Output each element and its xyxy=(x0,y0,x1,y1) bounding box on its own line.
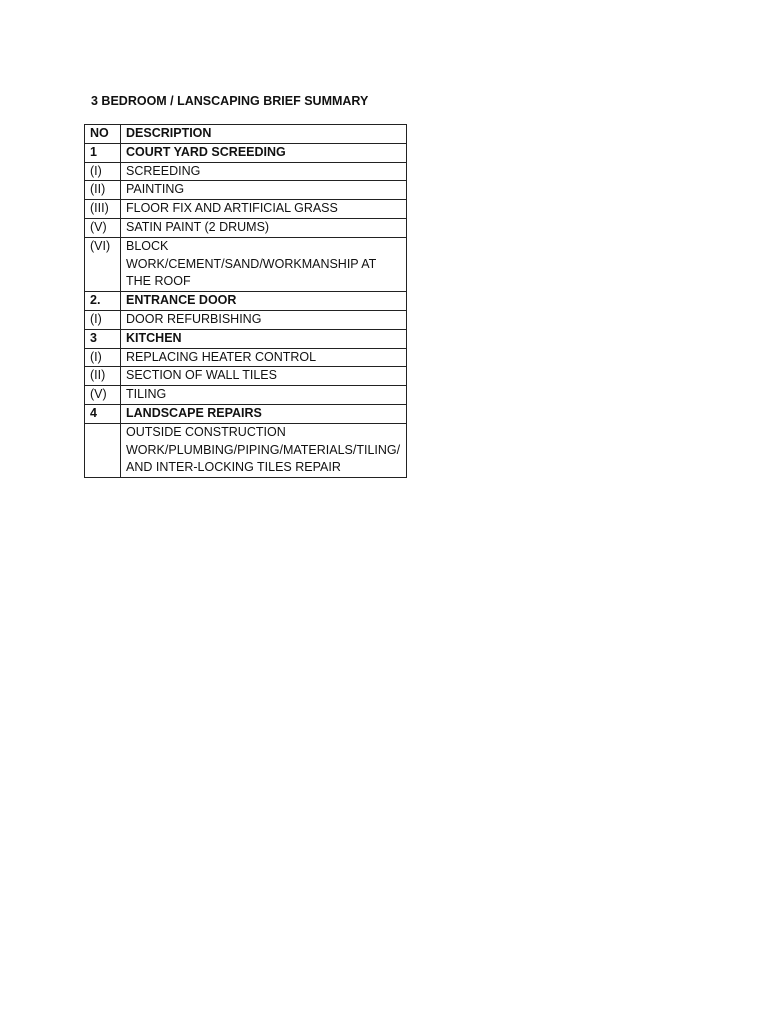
row-number-cell: (II) xyxy=(85,367,121,386)
row-description-cell: DOOR REFURBISHING xyxy=(121,310,407,329)
row-description-cell: ENTRANCE DOOR xyxy=(121,292,407,311)
row-description-cell: FLOOR FIX AND ARTIFICIAL GRASS xyxy=(121,200,407,219)
column-header-no: NO xyxy=(85,125,121,144)
row-description-cell: SATIN PAINT (2 DRUMS) xyxy=(121,218,407,237)
row-number-cell: (I) xyxy=(85,348,121,367)
row-description-cell: SCREEDING xyxy=(121,162,407,181)
item-row xyxy=(85,423,407,477)
section-row xyxy=(85,143,407,162)
section-row xyxy=(85,404,407,423)
item-row xyxy=(85,218,407,237)
row-description-cell: OUTSIDE CONSTRUCTION WORK/PLUMBING/PIPING/MATERIALS/TILING/ AND INTER-LOCKING TILES REPAIR xyxy=(121,423,407,477)
section-row xyxy=(85,329,407,348)
row-description-cell: COURT YARD SCREEDING xyxy=(121,143,407,162)
row-number-cell: (V) xyxy=(85,218,121,237)
row-number-cell: (VI) xyxy=(85,237,121,291)
row-description-cell: TILING xyxy=(121,386,407,405)
item-row xyxy=(85,386,407,405)
row-number-cell: 1 xyxy=(85,143,121,162)
item-row xyxy=(85,367,407,386)
item-row xyxy=(85,348,407,367)
table-header-row xyxy=(85,125,407,144)
page-title: 3 BEDROOM / LANSCAPING BRIEF SUMMARY xyxy=(91,94,369,108)
row-description-cell: BLOCK WORK/CEMENT/SAND/WORKMANSHIP AT THE ROOF xyxy=(121,237,407,291)
row-number-cell: (I) xyxy=(85,310,121,329)
table-body xyxy=(85,125,407,478)
row-number-cell: (I) xyxy=(85,162,121,181)
row-number-cell: 4 xyxy=(85,404,121,423)
section-row xyxy=(85,292,407,311)
row-description-cell: REPLACING HEATER CONTROL xyxy=(121,348,407,367)
row-description-cell: LANDSCAPE REPAIRS xyxy=(121,404,407,423)
summary-table xyxy=(84,124,407,478)
row-number-cell xyxy=(85,423,121,477)
row-number-cell: (III) xyxy=(85,200,121,219)
row-number-cell: 2. xyxy=(85,292,121,311)
row-description-cell: KITCHEN xyxy=(121,329,407,348)
item-row xyxy=(85,237,407,291)
item-row xyxy=(85,310,407,329)
row-description-cell: PAINTING xyxy=(121,181,407,200)
item-row xyxy=(85,200,407,219)
row-number-cell: (II) xyxy=(85,181,121,200)
row-description-cell: SECTION OF WALL TILES xyxy=(121,367,407,386)
row-number-cell: (V) xyxy=(85,386,121,405)
row-number-cell: 3 xyxy=(85,329,121,348)
column-header-description: DESCRIPTION xyxy=(121,125,407,144)
item-row xyxy=(85,181,407,200)
item-row xyxy=(85,162,407,181)
